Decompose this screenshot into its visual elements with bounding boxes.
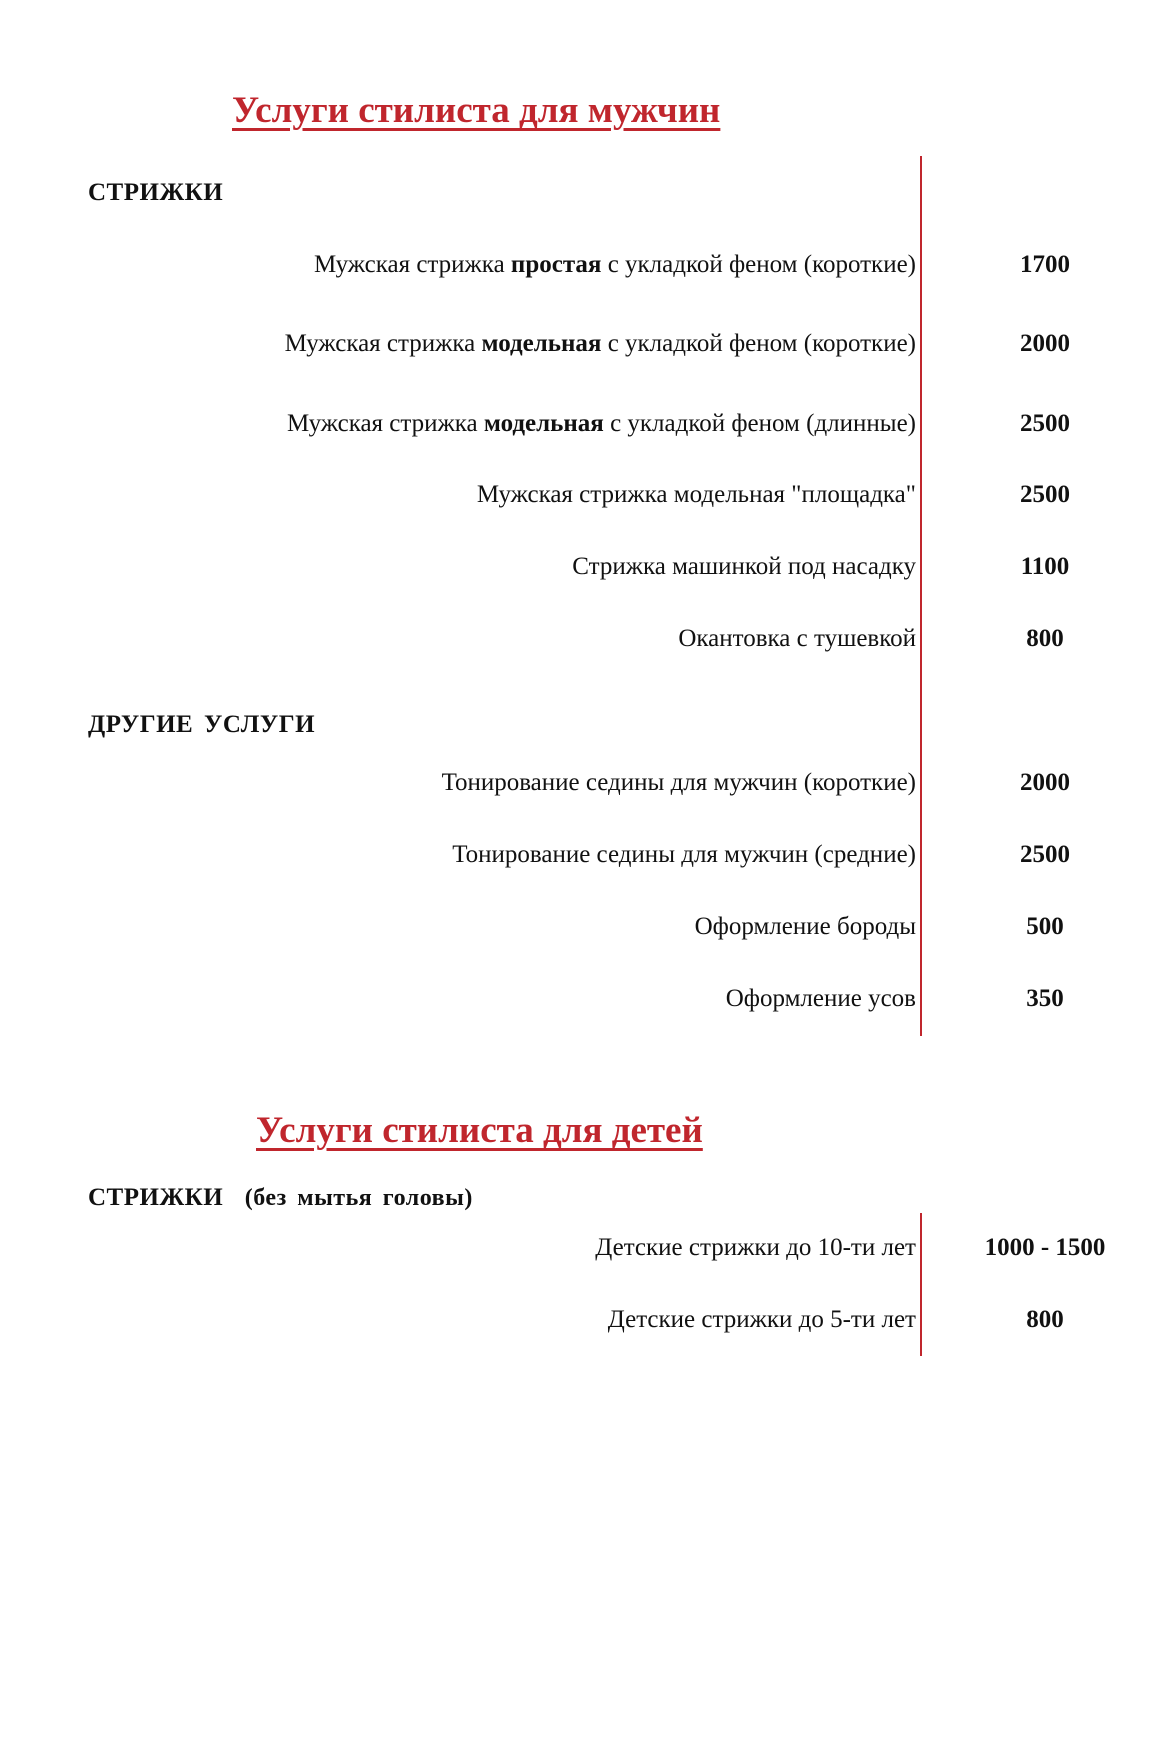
service-row [0, 912, 1159, 942]
kids-section-title: Услуги стилиста для детей [256, 1110, 703, 1151]
service-name: Окантовка с тушевкой [678, 625, 916, 652]
service-name: Оформление усов [725, 985, 916, 1012]
service-row [0, 552, 1159, 582]
kids-haircuts-heading: СТРИЖКИ (без мытья головы) [88, 1184, 473, 1211]
service-name: Мужская стрижка простая с укладкой феном (короткие) [314, 251, 916, 278]
service-name: Тонирование седины для мужчин (короткие) [441, 769, 916, 796]
men-price-divider [920, 156, 922, 1036]
service-row [0, 409, 1159, 439]
service-price: 350 [1026, 985, 1064, 1012]
service-price: 1100 [1020, 553, 1070, 580]
service-row [0, 984, 1159, 1014]
service-name: Тонирование седины для мужчин (средние) [452, 841, 916, 868]
service-name: Оформление бороды [694, 913, 916, 940]
service-price: 2500 [1020, 410, 1070, 437]
service-name: Стрижка машинкой под насадку [572, 553, 916, 580]
service-row [0, 480, 1159, 510]
service-name: Детские стрижки до 10-ти лет [595, 1234, 916, 1261]
service-price: 2500 [1020, 841, 1070, 868]
service-price: 2000 [1020, 769, 1070, 796]
service-name: Мужская стрижка модельная с укладкой феном (длинные) [287, 410, 916, 437]
service-row [0, 624, 1159, 654]
service-price: 1000 - 1500 [984, 1234, 1106, 1261]
service-price: 2500 [1020, 481, 1070, 508]
service-name: Мужская стрижка модельная "площадка" [476, 481, 916, 508]
service-row [0, 840, 1159, 870]
service-price: 800 [1026, 625, 1064, 652]
men-section-title: Услуги стилиста для мужчин [232, 90, 721, 131]
service-price: 800 [1026, 1306, 1064, 1333]
service-row [0, 768, 1159, 798]
service-row [0, 329, 1159, 359]
service-row [0, 1233, 1159, 1263]
service-name: Мужская стрижка модельная с укладкой феном (короткие) [284, 330, 916, 357]
service-price: 2000 [1020, 330, 1070, 357]
service-price: 1700 [1020, 251, 1070, 278]
service-price: 500 [1026, 913, 1064, 940]
service-row [0, 1305, 1159, 1335]
men-haircuts-heading: СТРИЖКИ [88, 179, 224, 206]
service-row [0, 250, 1159, 280]
service-name: Детские стрижки до 5-ти лет [607, 1306, 916, 1333]
men-other-heading: ДРУГИЕ УСЛУГИ [88, 711, 316, 738]
